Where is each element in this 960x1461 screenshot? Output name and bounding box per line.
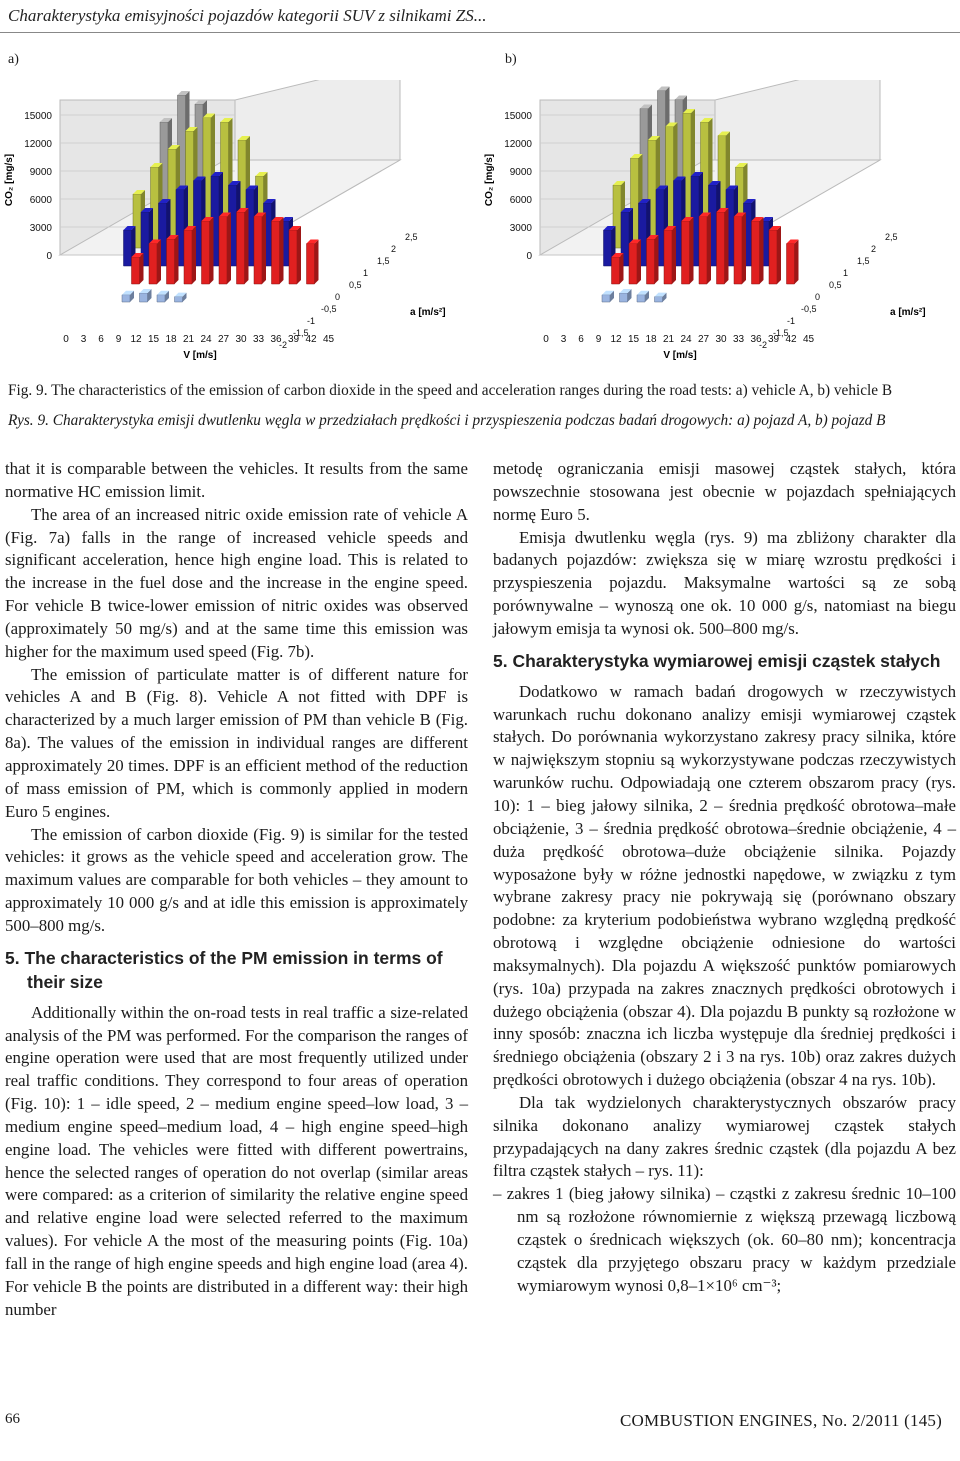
panel-b-label: b) [505, 52, 517, 67]
x-tick-label: 45 [322, 334, 335, 345]
bar [752, 221, 760, 284]
x-tick-label: 21 [662, 334, 675, 345]
x-tick-label: 39 [287, 334, 300, 345]
x-axis-label: V [m/s] [183, 350, 217, 361]
bar-side [637, 240, 641, 285]
x-tick-label: 9 [595, 334, 602, 345]
x-tick-label: 24 [680, 334, 692, 345]
bar [787, 244, 795, 285]
y-tick-label: 15000 [504, 111, 532, 122]
depth-tick-label: 1 [843, 268, 849, 278]
depth-tick-label: 0 [815, 292, 821, 302]
bar-side [262, 213, 266, 285]
bar [647, 239, 655, 284]
paragraph: The emission of carbon dioxide (Fig. 9) is similar for the tested vehicles: it grows as the vehicle speed and acceleration grow. The maximum values are comparable for both vehicles – they amount to approximately 10 000 g/s and at idle this emission is approximately 500–800 mg/s. [5, 824, 468, 935]
x-axis-label: V [m/s] [663, 350, 697, 361]
bar-side [210, 217, 214, 284]
depth-tick-label: -2 [759, 340, 768, 350]
running-header: Charakterystyka emisyjności pojazdów kategorii SUV z silnikami ZS... [8, 6, 487, 25]
bar [664, 230, 672, 284]
bar-side [655, 235, 659, 284]
bar [629, 244, 637, 285]
x-tick-label: 9 [115, 334, 122, 345]
y-tick-label: 0 [46, 251, 52, 262]
bar-side [742, 213, 746, 285]
bar [655, 297, 663, 302]
bar-side [245, 208, 249, 284]
depth-tick-label: 1,5 [377, 256, 390, 266]
bar [219, 217, 227, 285]
depth-tick-label: 0,5 [829, 280, 842, 290]
x-tick-label: 15 [147, 334, 160, 345]
depth-tick-label: -1,5 [773, 328, 789, 338]
x-tick-label: 6 [98, 334, 104, 345]
x-tick-label: 33 [732, 334, 745, 345]
bar [254, 217, 262, 285]
figure-caption-en: Fig. 9. The characteristics of the emission of carbon dioxide in the speed and acceleration ranges during the road tests: a) vehicle A, b) vehicle B [8, 382, 893, 399]
x-tick-label: 12 [610, 334, 622, 345]
x-tick-label: 21 [182, 334, 195, 345]
bar-side [690, 217, 694, 284]
depth-tick-label: 2,5 [885, 232, 898, 242]
depth-tick-label: 1,5 [857, 256, 870, 266]
depth-tick-label: 0 [335, 292, 341, 302]
bar [717, 212, 725, 284]
x-tick-label: 15 [627, 334, 640, 345]
bar [149, 244, 157, 285]
y-tick-label: 0 [526, 251, 532, 262]
depth-tick-label: -0,5 [801, 304, 817, 314]
paragraph: Dla tak wydzielonych charakterystycznych obszarów pracy silnika dokonano analizy wymiarowej cząstek stałych przypadających na dany zakres średnic cząstek (dla pojazdu A bez filtra cząstek stałych – rys. 11): [493, 1092, 956, 1181]
x-tick-label: 33 [252, 334, 265, 345]
bar [132, 257, 140, 284]
depth-tick-label: 0,5 [349, 280, 362, 290]
bar-side [795, 240, 799, 285]
x-tick-label: 45 [802, 334, 815, 345]
depth-tick-label: 2,5 [405, 232, 418, 242]
depth-tick-label: 1 [363, 268, 369, 278]
bar-side [280, 217, 284, 284]
y-tick-label: 9000 [29, 167, 52, 178]
paragraph: that it is comparable between the vehicles. It results from the same normative HC emission limit. [5, 459, 468, 501]
bar-side [672, 226, 676, 284]
depth-tick-label: 2 [871, 244, 877, 254]
x-tick-label: 24 [200, 334, 212, 345]
bar-side [760, 217, 764, 284]
bar-side [725, 208, 729, 284]
bar-side [140, 253, 144, 284]
depth-tick-label: -0,5 [321, 304, 337, 314]
page-number: 66 [5, 1411, 20, 1427]
depth-tick-label: -1 [787, 316, 796, 326]
bar-side [157, 240, 161, 285]
bar [734, 217, 742, 285]
paragraph: Emisja dwutlenku węgla (rys. 9) ma zbliżony charakter dla badanych pojazdów: zwiększa się w miarę wzrostu prędkości i przyspieszenia pojazdu. Maksymalne wartości są ze sobą porównywalne – wynoszą one ok. 10 000 g/s, natomiast na biegu jałowym emisja ta wynosi ok. 500–800 mg/s. [493, 527, 956, 638]
text-column-left [5, 458, 468, 1322]
bar-side [777, 226, 781, 284]
y-tick-label: 3000 [509, 223, 532, 234]
depth-tick-label: -1,5 [293, 328, 309, 338]
panel-a-label: a) [8, 52, 19, 67]
bar-side [315, 240, 319, 285]
bar [612, 257, 620, 284]
y-tick-label: 12000 [24, 139, 52, 150]
x-tick-label: 0 [543, 334, 549, 345]
y-tick-label: 3000 [29, 223, 52, 234]
bar [202, 221, 210, 284]
bar [637, 295, 645, 302]
x-tick-label: 36 [750, 334, 762, 345]
bar [122, 295, 130, 302]
x-tick-label: 42 [305, 334, 317, 345]
x-tick-label: 36 [270, 334, 282, 345]
bar [769, 230, 777, 284]
x-tick-label: 27 [697, 334, 710, 345]
depth-tick-label: -1 [307, 316, 316, 326]
chart-3d-vehicle-a [0, 80, 470, 370]
bar [699, 217, 707, 285]
list-item: – zakres 1 (bieg jałowy silnika) – cząstki z zakresu średnic 10–100 nm są rozłożone równomiernie z większą przewagą liczbową cząstek o średnicach większych (ok. 60–80 nm); koncentracja cząstek dla przyjętego obszaru pracy w każdym przedziale wymiarowym wynosi 0,8–1×10⁶ cm⁻³; [493, 1184, 956, 1295]
y-tick-label: 9000 [509, 167, 532, 178]
bar-side [620, 253, 624, 284]
x-tick-label: 18 [165, 334, 177, 345]
chart-3d-vehicle-b [480, 80, 950, 370]
y-tick-label: 12000 [504, 139, 532, 150]
paragraph: The emission of particulate matter is of different nature for vehicles A and B (Fig. 8). Vehicle A not fitted with DPF is characterized by a much larger emission of PM than vehicle B (Fig. 8a). The values of the emission in individual ranges are different approximately 20 times. DPF is an efficient method of the reduction of mass emission of PM, which is commonly applied in modern Euro 5 engines. [5, 664, 468, 821]
y-axis-label: CO₂ [mg/s] [484, 153, 495, 207]
depth-tick-label: -2 [279, 340, 288, 350]
paragraph: Dodatkowo w ramach badań drogowych w rzeczywistych warunkach ruchu dokonano analizy emisji wymiarowej cząstek stałych. Do porównania wykorzystano zakresy pracy silnika, które w największym stopniu są wykorzystywane podczas rzeczywistych warunków ruchu. Odpowiadają one czterem obszarom pracy (rys. 10): 1 – bieg jałowy silnika, 2 – średnia prędkość obrotowa–małe obciążenie, 3 – średnia prędkość obrotowa–średnie obciążenie, 4 – duża prędkość obrotowa–duże obciążenie silnika. Pojazdy wyposażone były w różne jednostki napędowe, w związku z tym wybrane zakresy pracy nie pokrywają się (porównano obszary podobne: za kryterium podobieństwa wybrano względną prędkość obrotową i względne obciążenie odniesione do wartości maksymalnych). Dla pojazdu A większość punktów pomiarowych (rys. 10a) przypada na zakres znacznych prędkości obrotowych i dużego obciążenia (obszar 4). Dla pojazdu B punkty są rozłożone w inny sposób: znaczna ich liczba występuje dla średniej prędkości i średniego obciążenia (obszary 2 i 3 na rys. 10b) oraz zakres dużych prędkości obrotowych i dużego obciążenia (obszar 4 na rys. 10b). [493, 681, 956, 1090]
bar [620, 293, 628, 302]
x-tick-label: 30 [715, 334, 727, 345]
bar-side [227, 213, 231, 285]
header-divider [0, 32, 960, 33]
depth-axis-label: a [m/s²] [410, 307, 446, 318]
bar [237, 212, 245, 284]
x-tick-label: 0 [63, 334, 69, 345]
bar-side [192, 226, 196, 284]
paragraph: Additionally within the on-road tests in real traffic a size-related analysis of the PM was performed. For the comparison the ranges of engine operation were used that are most frequently utilized under real traffic conditions. They correspond to four areas of operation (Fig. 10): 1 – idle speed, 2 – medium engine speed–low load, 3 – medium engine speed–medium load, 4 – high engine speed–high engine load. The vehicles were fitted with different powertrains, hence the selected ranges of operation do not overlap (similar areas were compared: as a criterion of similarity the relative engine speed and relative engine load were selected referred to the maximum values). For vehicle A the most of the measuring points (Fig. 10a) fall in the range of high engine speeds and high engine load (area 4). For vehicle B the points are distributed in a different way: their high number [5, 1002, 468, 1319]
bar-side [707, 213, 711, 285]
y-axis-label: CO₂ [mg/s] [4, 153, 15, 207]
bar [175, 297, 183, 302]
x-tick-label: 30 [235, 334, 247, 345]
bar [140, 293, 148, 302]
bar [157, 295, 165, 302]
bar [184, 230, 192, 284]
x-tick-label: 12 [130, 334, 142, 345]
y-tick-label: 15000 [24, 111, 52, 122]
bar [307, 244, 315, 285]
bar-side [175, 235, 179, 284]
bar [682, 221, 690, 284]
bar [604, 230, 612, 266]
x-tick-label: 18 [645, 334, 657, 345]
journal-footer: COMBUSTION ENGINES, No. 2/2011 (145) [619, 1411, 942, 1430]
figure-caption-pl: Rys. 9. Charakterystyka emisji dwutlenku węgla w przedziałach prędkości i przyspieszenia podczas badań drogowych: a) pojazd A, b) pojazd B [8, 412, 886, 429]
bar [124, 230, 132, 266]
bar [289, 230, 297, 284]
y-tick-label: 6000 [29, 195, 52, 206]
paragraph: The area of an increased nitric oxide emission rate of vehicle A (Fig. 7a) falls in the range of increased vehicle speeds and significant acceleration, hence high engine load. This is related to the increase in the fuel dose and the increase in the engine speed. For vehicle B twice-lower emission of nitric oxides was observed (approximately 50 mg/s) and at the same time this emission was higher for the maximum used speed (Fig. 7b). [5, 504, 468, 661]
x-tick-label: 27 [217, 334, 230, 345]
y-tick-label: 6000 [509, 195, 532, 206]
section-heading: 5. Charakterystyka wymiarowej emisji cząstek stałych [493, 650, 941, 671]
x-tick-label: 42 [785, 334, 797, 345]
bullet-list [493, 1183, 956, 1297]
x-tick-label: 6 [578, 334, 584, 345]
depth-tick-label: 2 [391, 244, 397, 254]
bar [602, 295, 610, 302]
text-column-right [493, 458, 956, 1298]
x-tick-label: 3 [80, 334, 87, 345]
bar [272, 221, 280, 284]
bar [167, 239, 175, 284]
x-tick-label: 3 [560, 334, 567, 345]
paragraph: metodę ograniczania emisji masowej cząstek stałych, która powszechnie stosowana jest obecnie w pojazdach spełniających normę Euro 5. [493, 459, 956, 524]
section-heading: 5. The characteristics of the PM emission in terms of their size [5, 947, 443, 992]
x-tick-label: 39 [767, 334, 780, 345]
bar-side [297, 226, 301, 284]
depth-axis-label: a [m/s²] [890, 307, 926, 318]
